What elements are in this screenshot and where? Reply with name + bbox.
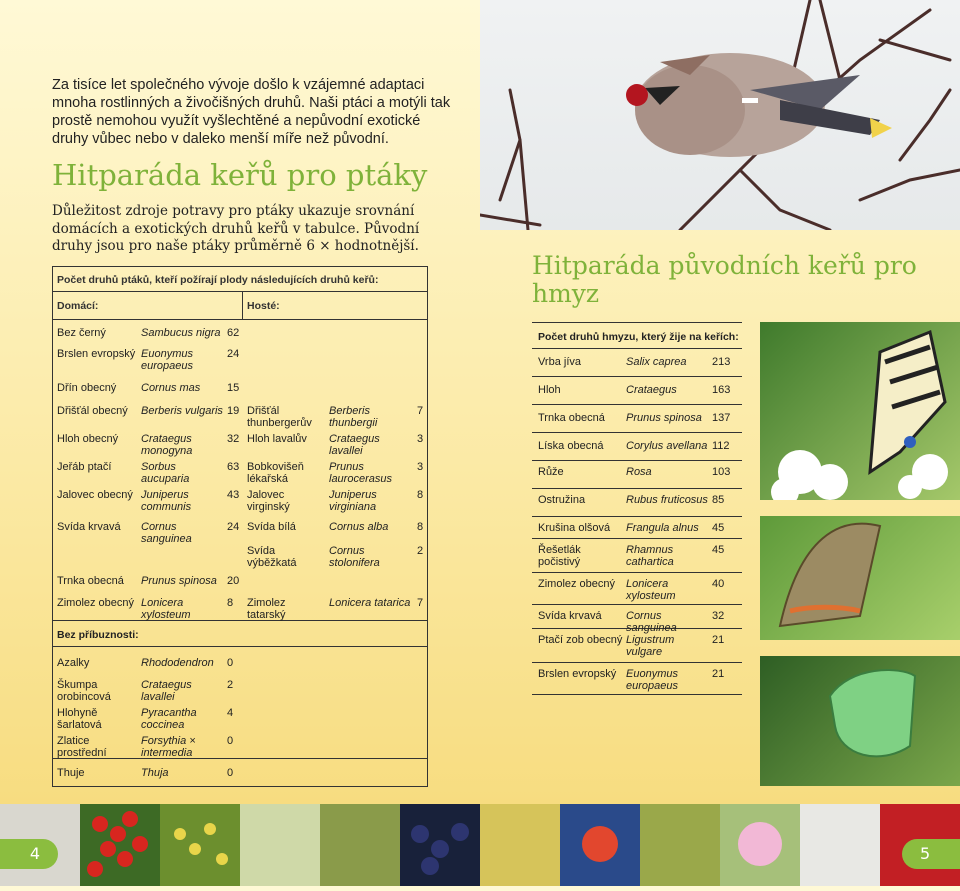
guest-shrub-latin: Juniperus virginiana [329, 489, 377, 513]
guest-bird-count: 7 [417, 597, 424, 609]
insect-shrub-name: Svída krvavá [538, 610, 602, 622]
bird-species-count: 15 [227, 382, 240, 394]
guest-shrub-latin: Cornus stolonifera [329, 545, 380, 569]
guest-bird-count: 3 [417, 433, 424, 445]
bird-shrub-latin: Cornus mas [141, 382, 201, 394]
birds-table [52, 266, 428, 787]
bird-shrub-name: Brslen evropský [57, 348, 136, 360]
bird-shrub-latin: Lonicera xylosteum [141, 597, 191, 621]
bird-species-count: 20 [227, 575, 240, 587]
bird-shrub-name: Hlohyně šarlatová [57, 707, 102, 731]
guest-shrub-name: Dřišťál thunbergerův [247, 405, 312, 429]
bird-shrub-latin: Thuja [141, 767, 169, 779]
guest-shrub-name: Zimolez tatarský [247, 597, 286, 621]
insect-shrub-name: Ptačí zob obecný [538, 634, 623, 646]
insect-shrub-latin: Cornus sanguinea [626, 610, 677, 634]
guest-shrub-latin: Berberis thunbergii [329, 405, 378, 429]
bird-shrub-name: Thuje [57, 767, 85, 779]
bird-shrub-name: Trnka obecná [57, 575, 124, 587]
insect-species-count: 40 [712, 578, 725, 590]
green-hairstreak-photo [760, 656, 960, 786]
insect-shrub-name: Řešetlák počistivý [538, 544, 581, 568]
intro-text: Za tisíce let společného vývoje došlo k vzájemné adaptaci mnoha rostlinných a živočišných druhů. Naši ptáci a motýli tak prostě nemohou využít vyšlechtěné a nepůvodní exotické druhy vůbec nebo v daleko menší míře než původní. [52, 77, 451, 147]
bird-species-count: 62 [227, 327, 240, 339]
guest-bird-count: 8 [417, 521, 424, 533]
bird-shrub-latin: Prunus spinosa [141, 575, 217, 587]
section-unrelated: Bez příbuznosti: [57, 629, 139, 641]
insect-shrub-latin: Rubus fruticosus [626, 494, 708, 506]
insect-species-count: 32 [712, 610, 725, 622]
bird-shrub-name: Bez černý [57, 327, 106, 339]
insect-shrub-latin: Rhamnus cathartica [626, 544, 674, 568]
birds-table-caption: Počet druhů ptáků, kteří požírají plody následujících druhů keřů: [57, 274, 379, 286]
insect-shrub-latin: Rosa [626, 466, 652, 478]
guest-shrub-latin: Cornus alba [329, 521, 389, 533]
swallowtail-butterfly-photo [760, 322, 960, 500]
bird-shrub-latin: Juniperus communis [141, 489, 192, 513]
guest-shrub-name: Svída výběžkatá [247, 545, 297, 569]
guest-shrub-latin: Prunus laurocerasus [329, 461, 392, 485]
bird-shrub-name: Škumpa orobincová [57, 679, 111, 703]
bird-species-count: 43 [227, 489, 240, 501]
insect-shrub-name: Vrba jíva [538, 356, 582, 368]
bird-shrub-name: Hloh obecný [57, 433, 119, 445]
insect-shrub-name: Růže [538, 466, 564, 478]
insects-table-caption: Počet druhů hmyzu, který žije na keřích: [538, 331, 739, 343]
guest-shrub-name: Svída bílá [247, 521, 296, 533]
bird-shrub-name: Dřišťál obecný [57, 405, 128, 417]
insect-species-count: 103 [712, 466, 731, 478]
title-insects: Hitparáda původních keřů pro hmyz [532, 251, 917, 308]
bird-species-count: 0 [227, 767, 234, 779]
bird-shrub-name: Zlatice prostřední [57, 735, 107, 759]
bird-shrub-name: Jalovec obecný [57, 489, 133, 501]
insect-shrub-latin: Prunus spinosa [626, 412, 702, 424]
insect-species-count: 112 [712, 440, 730, 452]
insect-shrub-name: Brslen evropský [538, 668, 617, 680]
insect-shrub-latin: Frangula alnus [626, 522, 699, 534]
bird-species-count: 4 [227, 707, 234, 719]
bird-shrub-name: Zimolez obecný [57, 597, 135, 609]
bird-species-count: 0 [227, 735, 234, 747]
insect-species-count: 85 [712, 494, 725, 506]
guest-shrub-name: Bobkovišeň lékařská [247, 461, 304, 485]
bird-shrub-latin: Rhododendron [141, 657, 214, 669]
bird-species-count: 2 [227, 679, 234, 691]
bird-species-count: 32 [227, 433, 240, 445]
insect-shrub-name: Trnka obecná [538, 412, 605, 424]
insect-species-count: 21 [712, 668, 725, 680]
bird-shrub-latin: Sorbus aucuparia [141, 461, 190, 485]
header-domestic: Domácí: [57, 300, 99, 312]
insect-species-count: 45 [712, 522, 725, 534]
hairstreak-butterfly-photo [760, 516, 960, 640]
insect-shrub-latin: Lonicera xylosteum [626, 578, 676, 602]
bird-species-count: 24 [227, 521, 240, 533]
bird-shrub-latin: Sambucus nigra [141, 327, 221, 339]
insect-species-count: 137 [712, 412, 731, 424]
insect-shrub-latin: Euonymus europaeus [626, 668, 678, 692]
bird-species-count: 19 [227, 405, 240, 417]
bird-shrub-latin: Euonymus europaeus [141, 348, 193, 372]
bird-species-count: 63 [227, 461, 240, 473]
insect-shrub-name: Ostružina [538, 494, 586, 506]
header-foreign: Hosté: [247, 300, 280, 312]
insect-species-count: 21 [712, 634, 725, 646]
insect-shrub-name: Zimolez obecný [538, 578, 616, 590]
bird-species-count: 24 [227, 348, 240, 360]
guest-bird-count: 7 [417, 405, 424, 417]
bird-species-count: 0 [227, 657, 234, 669]
insect-shrub-latin: Ligustrum vulgare [626, 634, 675, 658]
title-birds: Hitparáda keřů pro ptáky [52, 158, 428, 192]
insect-shrub-name: Krušina olšová [538, 522, 611, 534]
insect-species-count: 45 [712, 544, 725, 556]
bird-shrub-latin: Forsythia × intermedia [141, 735, 196, 759]
guest-bird-count: 2 [417, 545, 424, 557]
insect-shrub-name: Hloh [538, 384, 561, 396]
page-number-right: 5 [902, 839, 960, 869]
guest-shrub-name: Jalovec virginský [247, 489, 290, 513]
insect-shrub-latin: Crataegus [626, 384, 677, 396]
insect-shrub-latin: Corylus avellana [626, 440, 708, 452]
bird-shrub-name: Dřín obecný [57, 382, 117, 394]
bird-shrub-latin: Cornus sanguinea [141, 521, 192, 545]
bird-shrub-latin: Crataegus lavallei [141, 679, 192, 703]
guest-shrub-name: Hloh lavalův [247, 433, 307, 445]
bird-shrub-latin: Berberis vulgaris [141, 405, 223, 417]
bird-shrub-name: Azalky [57, 657, 90, 669]
guest-bird-count: 3 [417, 461, 424, 473]
waxwing-photo [480, 0, 960, 230]
birds-subtext: Důležitost zdroje potravy pro ptáky ukazuje srovnání domácích a exotických druhů keřů v tabulce. Původní druhy jsou pro naše ptáky průměrně 6 × hodnotnější. [52, 203, 420, 254]
insect-shrub-name: Líska obecná [538, 440, 604, 452]
bird-species-count: 8 [227, 597, 234, 609]
bird-shrub-latin: Crataegus monogyna [141, 433, 193, 457]
guest-bird-count: 8 [417, 489, 424, 501]
guest-shrub-latin: Crataegus lavallei [329, 433, 380, 457]
berries-photo-strip [0, 804, 960, 886]
bird-shrub-name: Svída krvavá [57, 521, 121, 533]
insect-species-count: 213 [712, 356, 731, 368]
bird-shrub-latin: Pyracantha coccinea [141, 707, 197, 731]
page-number-left: 4 [0, 839, 58, 869]
insect-shrub-latin: Salix caprea [626, 356, 687, 368]
bird-shrub-name: Jeřáb ptačí [57, 461, 112, 473]
guest-shrub-latin: Lonicera tatarica [329, 597, 411, 609]
insect-species-count: 163 [712, 384, 731, 396]
